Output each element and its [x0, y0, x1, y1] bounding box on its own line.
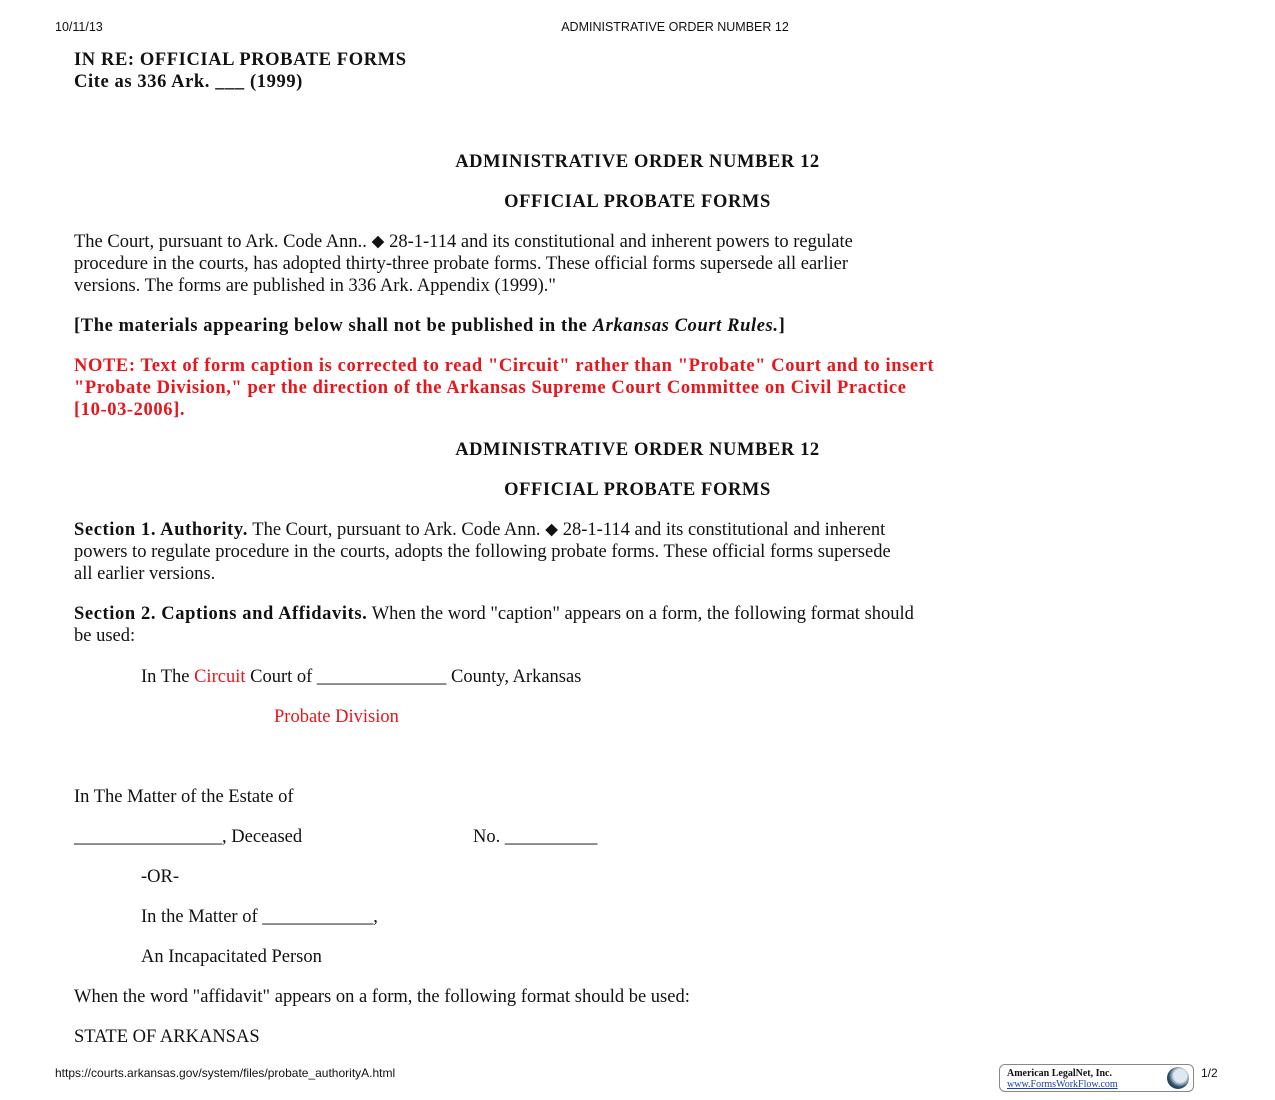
intro-line: procedure in the courts, has adopted thirty-three probate forms. These official forms supersede all earlier	[74, 254, 848, 274]
matter-line: In The Matter of the Estate of	[74, 787, 294, 807]
section1-label: Section 1. Authority.	[74, 520, 248, 540]
footer-url: https://courts.arkansas.gov/system/files/probate_authorityA.html	[55, 1066, 396, 1080]
caption-pre: In The	[141, 667, 195, 687]
page-number: 1/2	[1201, 1066, 1218, 1080]
materials-notice	[74, 315, 785, 337]
materials-italic: Arkansas Court Rules.	[592, 316, 779, 336]
note-line: "Probate Division," per the direction of the Arkansas Supreme Court Committee on Civil Practice	[74, 378, 907, 398]
print-title: ADMINISTRATIVE ORDER NUMBER 12	[561, 20, 789, 34]
incapacitated-line: An Incapacitated Person	[141, 947, 322, 967]
globe-icon	[1167, 1067, 1189, 1089]
logo-line2[interactable]: www.FormsWorkFlow.com	[1007, 1079, 1118, 1090]
section1-line: powers to regulate procedure in the courts, adopts the following probate forms. These official forms supersede	[74, 542, 891, 562]
subheading: OFFICIAL PROBATE FORMS	[504, 192, 771, 212]
print-date: 10/11/13	[55, 20, 103, 34]
section1-line	[74, 519, 885, 541]
or-line: -OR-	[141, 867, 180, 887]
note-line: [10-03-2006].	[74, 400, 186, 420]
number-line: No. __________	[473, 827, 598, 847]
american-legalnet-logo[interactable]	[999, 1064, 1194, 1092]
caption-circuit: Circuit	[194, 667, 246, 687]
matter2-line: In the Matter of ____________,	[141, 907, 378, 927]
section2-text: When the word "caption" appears on a form, the following format should	[367, 604, 914, 624]
section1-text: The Court, pursuant to Ark. Code Ann. ⬥ 28-1-114 and its constitutional and inherent	[247, 520, 886, 540]
cite-line: Cite as 336 Ark. ___ (1999)	[74, 72, 303, 92]
caption-post: Court of ______________ County, Arkansas	[245, 667, 582, 687]
section2-line: be used:	[74, 626, 136, 646]
heading: ADMINISTRATIVE ORDER NUMBER 12	[455, 440, 820, 460]
section1-line: all earlier versions.	[74, 564, 216, 584]
caption-line	[141, 666, 581, 688]
section2-label: Section 2. Captions and Affidavits.	[74, 604, 368, 624]
section2-line	[74, 603, 914, 625]
affidavit-intro: When the word "affidavit" appears on a form, the following format should be used:	[74, 987, 690, 1007]
deceased-line: ________________, Deceased	[74, 827, 303, 847]
materials-suffix: ]	[778, 316, 786, 336]
intro-line: versions. The forms are published in 336 Ark. Appendix (1999)."	[74, 276, 556, 296]
note-line: NOTE: Text of form caption is corrected to read "Circuit" rather than "Probate" Court and to insert	[74, 356, 935, 376]
state-line: STATE OF ARKANSAS	[74, 1027, 260, 1047]
heading: ADMINISTRATIVE ORDER NUMBER 12	[455, 152, 820, 172]
probate-division: Probate Division	[274, 707, 399, 727]
subheading: OFFICIAL PROBATE FORMS	[504, 480, 771, 500]
logo-line1: American LegalNet, Inc.	[1007, 1068, 1112, 1079]
intro-line: The Court, pursuant to Ark. Code Ann.. ⬥ 28-1-114 and its constitutional and inherent powers to regulate	[74, 232, 853, 252]
materials-prefix: [The materials appearing below shall not be published in the	[74, 316, 593, 336]
in-re-line: IN RE: OFFICIAL PROBATE FORMS	[74, 50, 407, 70]
